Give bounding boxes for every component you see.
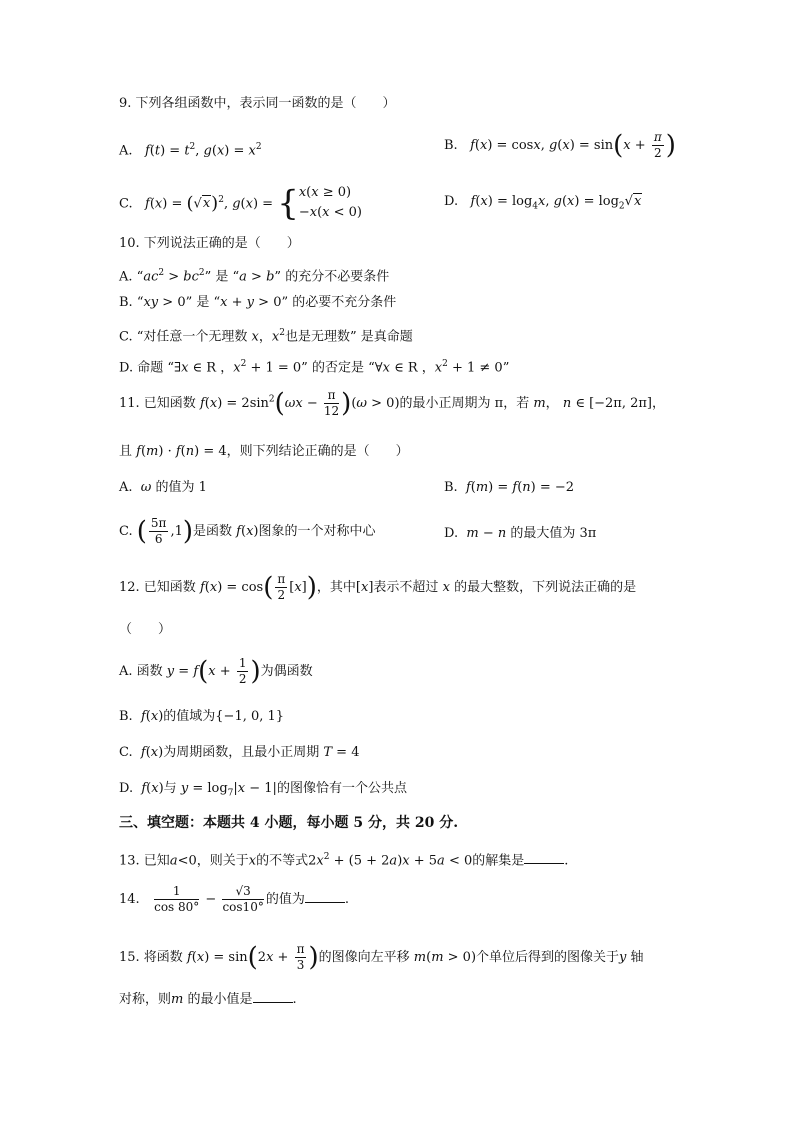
q10-option-b: B. “xy > 0” 是 “x + y > 0” 的必要不充分条件 xyxy=(119,295,397,310)
q9-option-b: B. f(x) = cosx, g(x) = sin(x + $\frac{\pi}{2}$ ) xyxy=(444,130,676,161)
q12-option-b: B. f(x)的值域为{−1, 0, 1} xyxy=(119,709,285,724)
q12-stem-line2: （ ） xyxy=(119,622,172,637)
q9-option-d: D. $f(x) = \log_4x$, $g(x) = \log_2√x$ xyxy=(444,194,642,212)
q11-stem: 11. 已知函数 $f(x) = 2\sin^2(\omega x$ − $\frac{\pi}{12}$ )(ω > 0)的最小正周期为 π，若 m， n ∈ [−2π, 2π]， xyxy=(119,388,666,419)
q13-blank[interactable] xyxy=(524,851,564,864)
section-3-heading: 三、填空题：本题共 4 小题，每小题 5 分，共 20 分. xyxy=(119,815,459,831)
q10-option-c: C. “对任意一个无理数 x，$x^2$也是无理数” 是真命题 xyxy=(119,328,413,345)
q11-stem-line2: 且 f(m) · f(n) = 4，则下列结论正确的是（ ） xyxy=(119,444,409,459)
q11-option-a: A. ω 的值为 1 xyxy=(119,480,207,495)
q13: 13. 已知a<0，则关于x的不等式$2x^2 + (5 + 2a)x + 5a < 0$的解集是 . xyxy=(119,852,569,869)
q12-option-c: C. f(x)为周期函数，且最小正周期 T = 4 xyxy=(119,745,360,760)
q12-stem: 12. 已知函数 f(x) = cos( $\frac{\pi}{2}$ [x])，其中[x]表示不超过 x 的最大整数，下列说法正确的是 xyxy=(119,572,637,603)
q12-option-a: A. 函数 y = f(x + $\frac{1}{2}$ )为偶函数 xyxy=(119,656,313,687)
q11-option-c: C. ( $\frac{5\pi}{6}$ ,1)是函数 f(x)图象的一个对称中心 xyxy=(119,516,376,547)
q12-option-d: D. f(x)与 $y = \log_7|x - 1|$的图像恰有一个公共点 xyxy=(119,781,407,799)
q9-option-c: C. $f(x) = (√x)^2$, g(x) = {x(x ≥ 0) −x(x < 0) xyxy=(119,183,362,224)
q10-option-a: A. “$ac^2 > bc^2$” 是 “a > b” 的充分不必要条件 xyxy=(119,268,390,285)
q15-line2: 对称，则m 的最小值是 . xyxy=(119,992,297,1007)
q10-stem: 10. 下列说法正确的是（ ） xyxy=(119,236,300,251)
q14: 14. $\frac{1}{\cos 80^\circ}$ − $\frac{√3}{\cos 10^\circ}$ 的值为 . xyxy=(119,884,349,914)
q15: 15. 将函数 f(x) = sin(2x + $\frac{\pi}{3}$ )的图像向左平移 m(m > 0)个单位后得到的图像关于y 轴 xyxy=(119,942,644,973)
q10-option-d: D. 命题 “∃x ∈ R ，$x^2 + 1 = 0$” 的否定是 “∀x ∈ R ，$x^2 + 1 \ne 0$” xyxy=(119,359,510,376)
q11-option-b: B. f(m) = f(n) = −2 xyxy=(444,480,575,495)
q14-blank[interactable] xyxy=(305,890,345,903)
q15-blank[interactable] xyxy=(253,990,293,1003)
q9-stem: 9. 下列各组函数中，表示同一函数的是（ ） xyxy=(119,96,396,111)
q11-option-d: D. m − n 的最大值为 3π xyxy=(444,526,597,541)
q9-option-a: A. $f(t) = t^2$, $g(x) = x^2$ xyxy=(119,142,262,159)
